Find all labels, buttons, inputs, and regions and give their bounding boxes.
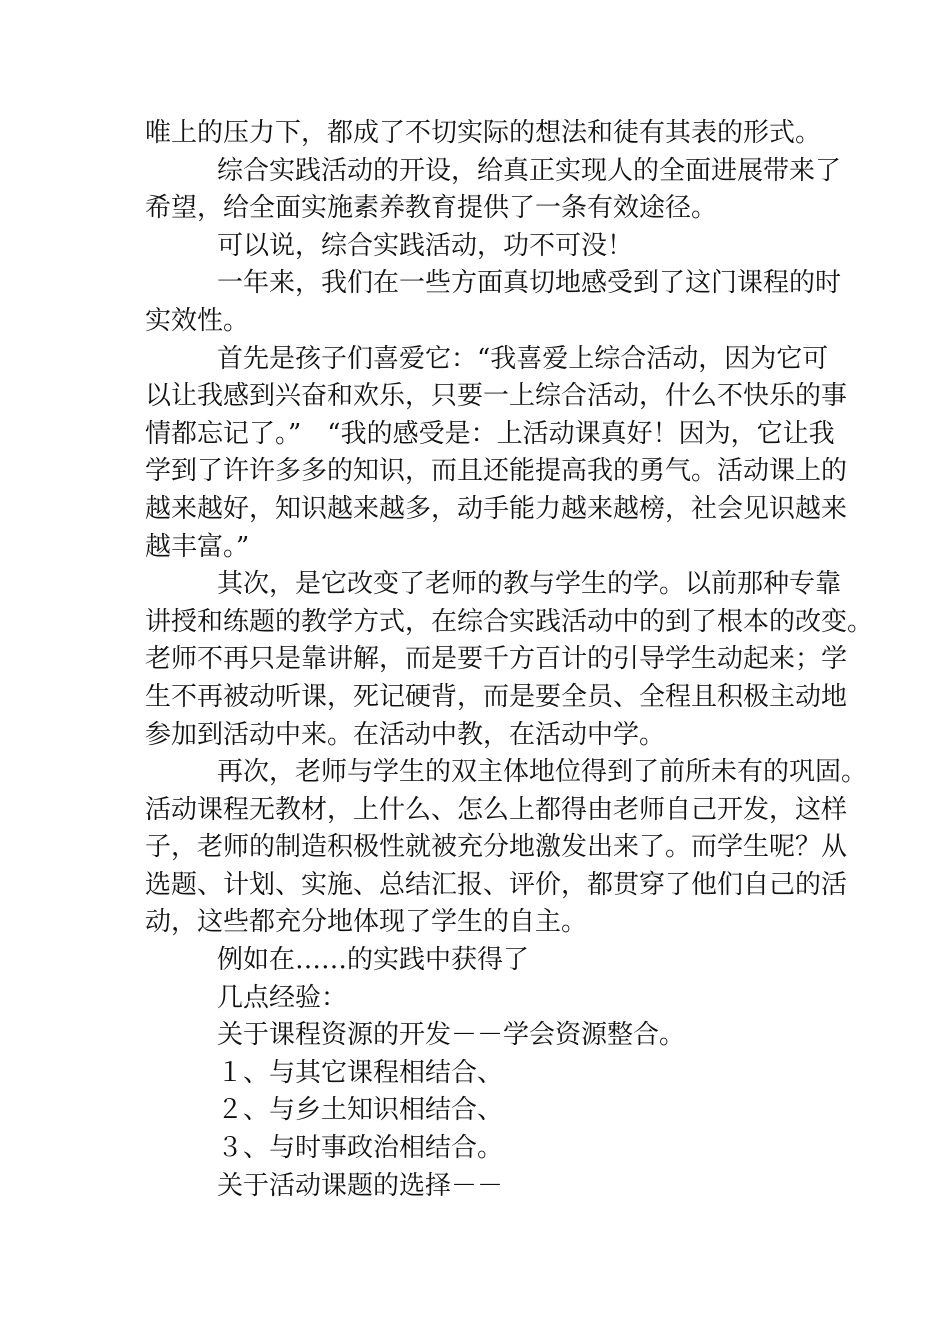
paragraph-line: 讲授和练题的教学方式，在综合实践活动中的到了根本的改变。 bbox=[145, 606, 874, 637]
document-body bbox=[145, 115, 874, 1205]
list-item: ３、与时事政治相结合。 bbox=[217, 1133, 504, 1164]
paragraph-line: 例如在……的实践中获得了 bbox=[217, 945, 530, 976]
paragraph-line: 几点经验： bbox=[217, 982, 348, 1013]
paragraph-line: 综合实践活动的开设，给真正实现人的全面进展带来了 bbox=[217, 155, 842, 186]
paragraph-line: 动，这些都充分地体现了学生的自主。 bbox=[145, 907, 588, 938]
paragraph-line: 唯上的压力下，都成了不切实际的想法和徒有其表的形式。 bbox=[145, 118, 822, 148]
paragraph-line: 越丰富。” bbox=[145, 531, 250, 562]
paragraph-line: 其次，是它改变了老师的教与学生的学。以前那种专靠 bbox=[217, 569, 842, 600]
paragraph-line: 一年来，我们在一些方面真切地感受到了这门课程的时 bbox=[217, 268, 842, 299]
paragraph-line: 选题、计划、实施、总结汇报、评价，都贯穿了他们自己的活 bbox=[145, 869, 848, 900]
paragraph-line: 以让我感到兴奋和欢乐，只要一上综合活动，什么不快乐的事 bbox=[145, 381, 848, 412]
paragraph-line: 参加到活动中来。在活动中教，在活动中学。 bbox=[145, 719, 666, 750]
paragraph-line: 越来越好，知识越来越多，动手能力越来越榜，社会见识越来 bbox=[145, 493, 848, 524]
paragraph-line: 实效性。 bbox=[145, 305, 250, 336]
paragraph-line: 情都忘记了。” “我的感受是：上活动课真好！因为，它让我 bbox=[145, 418, 835, 449]
paragraph-line: 生不再被动听课，死记硬背，而是要全员、全程且积极主动地 bbox=[145, 681, 848, 712]
paragraph-line: 子，老师的制造积极性就被充分地激发出来了。而学生呢？从 bbox=[145, 832, 848, 863]
list-item: １、与其它课程相结合、 bbox=[217, 1057, 504, 1088]
paragraph-line: 首先是孩子们喜爱它：“我喜爱上综合活动，因为它可 bbox=[217, 343, 829, 374]
paragraph-line: 希望，给全面实施素养教育提供了一条有效途径。 bbox=[145, 193, 718, 224]
paragraph-line: 可以说，综合实践活动，功不可没！ bbox=[217, 230, 634, 261]
list-item: ２、与乡土知识相结合、 bbox=[217, 1095, 504, 1126]
paragraph-line: 学到了许许多多的知识，而且还能提高我的勇气。活动课上的 bbox=[145, 456, 848, 487]
paragraph-line: 关于活动课题的选择－－ bbox=[217, 1170, 504, 1201]
paragraph-line: 再次，老师与学生的双主体地位得到了前所未有的巩固。 bbox=[217, 757, 868, 788]
paragraph-line: 老师不再只是靠讲解，而是要千方百计的引导学生动起来；学 bbox=[145, 644, 848, 675]
paragraph-line: 活动课程无教材，上什么、怎么上都得由老师自己开发，这样 bbox=[145, 794, 848, 825]
paragraph-line: 关于课程资源的开发－－学会资源整合。 bbox=[217, 1020, 686, 1051]
